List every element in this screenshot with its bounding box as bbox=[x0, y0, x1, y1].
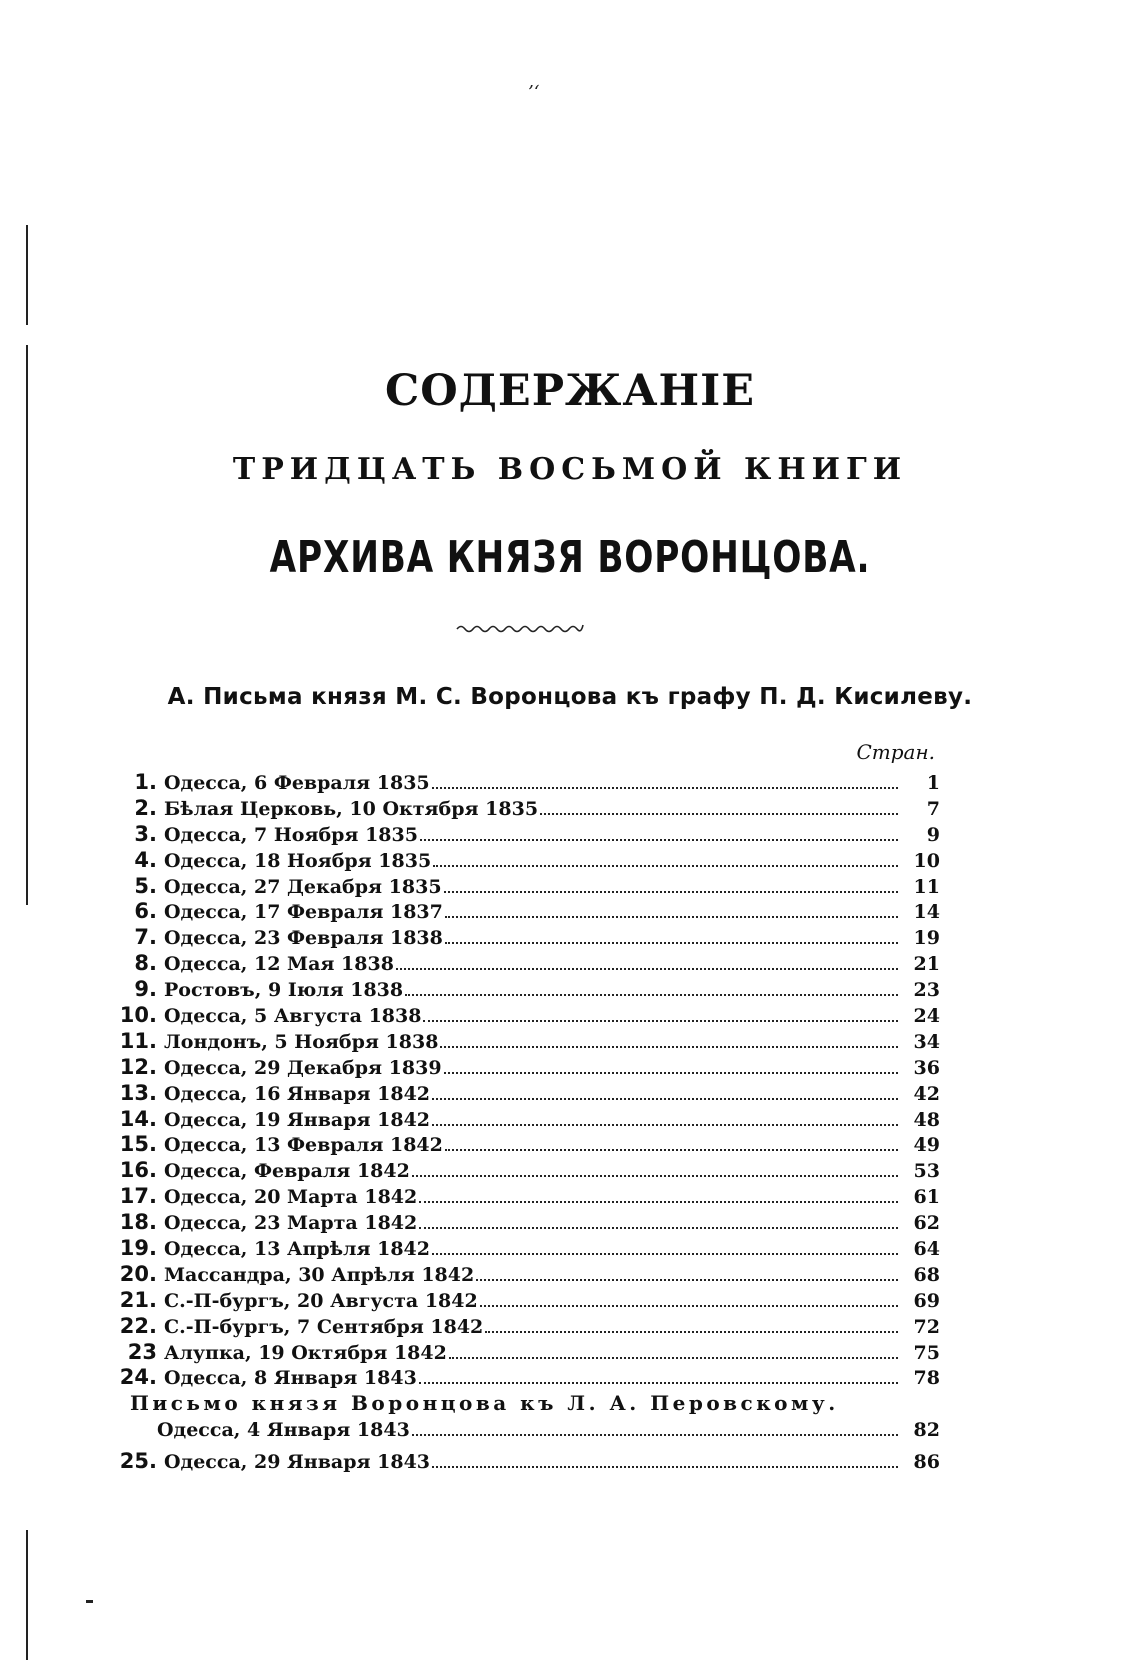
entry-text: Одесса, 19 Января 1842 bbox=[164, 1108, 431, 1131]
toc-row bbox=[100, 951, 940, 977]
entry-text: Одесса, 23 Февраля 1838 bbox=[164, 927, 443, 950]
page-column-header: Стран. bbox=[856, 740, 935, 764]
entry-page: 61 bbox=[913, 1186, 940, 1209]
extra-letter-row bbox=[100, 1419, 940, 1445]
entry-text: Лондонъ, 5 Ноября 1838 bbox=[164, 1030, 439, 1053]
dot-leader bbox=[396, 967, 898, 970]
dot-leader bbox=[412, 1174, 898, 1177]
entry-number: 17. bbox=[119, 1184, 157, 1209]
entry-number: 8. bbox=[134, 951, 157, 976]
dot-leader bbox=[440, 1045, 898, 1048]
dot-leader bbox=[412, 1433, 898, 1436]
entry-text: Одесса, 18 Ноября 1835 bbox=[164, 849, 432, 872]
entry-text: Одесса, 13 Февраля 1842 bbox=[164, 1134, 443, 1157]
entry-number: 14. bbox=[119, 1106, 157, 1131]
dot-leader bbox=[540, 812, 898, 815]
entry-page: 10 bbox=[913, 849, 940, 872]
dot-leader bbox=[423, 1019, 898, 1022]
entry-page: 82 bbox=[913, 1419, 940, 1442]
dot-leader bbox=[485, 1330, 898, 1333]
entry-number: 23 bbox=[127, 1339, 157, 1364]
toc-row bbox=[100, 1184, 940, 1210]
toc-entries bbox=[100, 770, 940, 1391]
entry-text: С.-П-бургъ, 20 Августа 1842 bbox=[164, 1289, 478, 1312]
dot-leader bbox=[432, 1252, 898, 1255]
dot-leader bbox=[419, 1200, 898, 1203]
dot-leader bbox=[444, 890, 898, 893]
entry-number: 22. bbox=[119, 1313, 157, 1338]
table-of-contents bbox=[100, 770, 940, 1475]
entry-page: 1 bbox=[926, 772, 940, 794]
entry-text: Одесса, 4 Января 1843 bbox=[157, 1419, 410, 1442]
toc-row bbox=[100, 1236, 940, 1262]
entry-page: 19 bbox=[913, 927, 940, 950]
toc-row bbox=[100, 1365, 940, 1391]
entry-text: Одесса, 17 Февраля 1837 bbox=[164, 901, 443, 924]
entry-number: 3. bbox=[134, 821, 157, 846]
entry-number: 11. bbox=[119, 1028, 157, 1053]
title-contents: СОДЕРЖАНІЕ bbox=[385, 366, 755, 416]
entry-text: Одесса, 29 Января 1843 bbox=[164, 1451, 431, 1474]
margin-rule-middle bbox=[26, 345, 28, 905]
toc-row bbox=[100, 1449, 940, 1475]
dot-leader bbox=[405, 993, 898, 996]
entry-number: 15. bbox=[119, 1132, 157, 1157]
dot-leader bbox=[419, 1226, 898, 1229]
dot-leader bbox=[445, 915, 898, 918]
dot-leader bbox=[432, 1123, 898, 1126]
toc-row bbox=[100, 1003, 940, 1029]
entry-page: 42 bbox=[913, 1082, 940, 1105]
toc-row bbox=[100, 822, 940, 848]
entry-number: 24. bbox=[119, 1365, 157, 1390]
toc-row bbox=[100, 1314, 940, 1340]
toc-row bbox=[100, 1158, 940, 1184]
dot-leader bbox=[449, 1356, 898, 1359]
dot-leader bbox=[444, 1071, 898, 1074]
toc-row bbox=[100, 796, 940, 822]
entry-page: 78 bbox=[913, 1367, 940, 1390]
entry-number: 7. bbox=[134, 925, 157, 950]
entry-number: 25. bbox=[119, 1449, 157, 1474]
dot-leader bbox=[419, 1381, 898, 1384]
entry-page: 7 bbox=[926, 797, 940, 820]
entry-page: 53 bbox=[913, 1160, 940, 1183]
toc-row bbox=[100, 1107, 940, 1133]
toc-row bbox=[100, 977, 940, 1003]
dot-leader bbox=[476, 1278, 898, 1281]
toc-row bbox=[100, 925, 940, 951]
entry-page: 49 bbox=[913, 1134, 940, 1157]
entry-text: С.-П-бургъ, 7 Сентября 1842 bbox=[164, 1315, 484, 1338]
dot-leader bbox=[420, 838, 898, 841]
dot-leader bbox=[480, 1304, 898, 1307]
entry-text: Одесса, Февраля 1842 bbox=[164, 1160, 410, 1183]
entry-text: Одесса, 23 Марта 1842 bbox=[164, 1212, 418, 1235]
entry-page: 36 bbox=[913, 1056, 940, 1079]
entry-page: 69 bbox=[913, 1289, 940, 1312]
title-book-number: ТРИДЦАТЬ ВОСЬМОЙ КНИГИ bbox=[232, 452, 908, 487]
toc-row bbox=[100, 848, 940, 874]
entry-page: 24 bbox=[913, 1005, 940, 1028]
toc-row bbox=[100, 1081, 940, 1107]
toc-row bbox=[100, 1262, 940, 1288]
entry-number: 13. bbox=[119, 1080, 157, 1105]
toc-row bbox=[100, 1210, 940, 1236]
entry-text: Ростовъ, 9 Іюля 1838 bbox=[164, 979, 404, 1002]
entry-text: Алупка, 19 Октября 1842 bbox=[164, 1341, 447, 1364]
margin-mark bbox=[86, 1600, 93, 1603]
entry-page: 11 bbox=[913, 875, 940, 898]
entry-page: 48 bbox=[913, 1108, 940, 1131]
entry-text: Бѣлая Церковь, 10 Октября 1835 bbox=[164, 797, 539, 820]
entry-text: Одесса, 29 Декабря 1839 bbox=[164, 1056, 442, 1079]
entry-number: 1. bbox=[134, 770, 157, 794]
toc-row bbox=[100, 770, 940, 796]
entry-number: 20. bbox=[119, 1261, 157, 1286]
entry-number: 6. bbox=[134, 899, 157, 924]
entry-text: Одесса, 13 Апрѣля 1842 bbox=[164, 1238, 430, 1261]
entry-number: 21. bbox=[119, 1287, 157, 1312]
toc-row bbox=[100, 1288, 940, 1314]
entry-page: 86 bbox=[913, 1451, 940, 1474]
entry-page: 21 bbox=[913, 953, 940, 976]
toc-row bbox=[100, 874, 940, 900]
toc-row bbox=[100, 899, 940, 925]
entry-page: 64 bbox=[913, 1238, 940, 1261]
entry-page: 23 bbox=[913, 979, 940, 1002]
entry-text: Массандра, 30 Апрѣля 1842 bbox=[164, 1263, 475, 1286]
entry-page: 14 bbox=[913, 901, 940, 924]
title-archive: АРХИВА КНЯЗЯ ВОРОНЦОВА. bbox=[269, 532, 871, 583]
entry-page: 9 bbox=[926, 823, 940, 846]
extra-letter-heading: Письмо князя Воронцова къ Л. А. Перовскому. bbox=[130, 1391, 839, 1416]
entry-text: Одесса, 16 Января 1842 bbox=[164, 1082, 431, 1105]
dot-leader bbox=[445, 1148, 898, 1151]
dot-leader bbox=[433, 864, 898, 867]
entry-number: 16. bbox=[119, 1158, 157, 1183]
dot-leader bbox=[432, 786, 898, 789]
toc-row bbox=[100, 1132, 940, 1158]
toc-row bbox=[100, 1055, 940, 1081]
entry-number: 19. bbox=[119, 1236, 157, 1261]
entry-text: Одесса, 5 Августа 1838 bbox=[164, 1005, 422, 1028]
entry-text: Одесса, 12 Мая 1838 bbox=[164, 953, 394, 976]
wavy-divider-ornament bbox=[455, 620, 595, 636]
page-mark: ’‘ bbox=[528, 82, 540, 103]
entry-page: 62 bbox=[913, 1212, 940, 1235]
section-heading: А. Письма князя М. С. Воронцова къ графу П. Д. Кисилеву. bbox=[167, 684, 973, 710]
entry-number: 5. bbox=[134, 873, 157, 898]
entry-page: 68 bbox=[913, 1263, 940, 1286]
margin-rule-bottom bbox=[26, 1530, 28, 1660]
entry-page: 72 bbox=[913, 1315, 940, 1338]
entry-text: Одесса, 27 Декабря 1835 bbox=[164, 875, 442, 898]
entry-number: 2. bbox=[134, 795, 157, 820]
entry-page: 34 bbox=[913, 1030, 940, 1053]
dot-leader bbox=[432, 1465, 898, 1468]
dot-leader bbox=[432, 1097, 898, 1100]
dot-leader bbox=[445, 941, 898, 944]
toc-row bbox=[100, 1340, 940, 1366]
toc-row bbox=[100, 1029, 940, 1055]
margin-rule-top bbox=[26, 225, 28, 325]
entry-text: Одесса, 20 Марта 1842 bbox=[164, 1186, 418, 1209]
entry-number: 9. bbox=[134, 977, 157, 1002]
entry-page: 75 bbox=[913, 1341, 940, 1364]
entry-number: 4. bbox=[134, 847, 157, 872]
entry-text: Одесса, 7 Ноября 1835 bbox=[164, 823, 418, 846]
entry-text: Одесса, 6 Февраля 1835 bbox=[164, 772, 430, 794]
entry-number: 10. bbox=[119, 1003, 157, 1028]
entry-number: 12. bbox=[119, 1054, 157, 1079]
entry-text: Одесса, 8 Января 1843 bbox=[164, 1367, 417, 1390]
entry-number: 18. bbox=[119, 1210, 157, 1235]
